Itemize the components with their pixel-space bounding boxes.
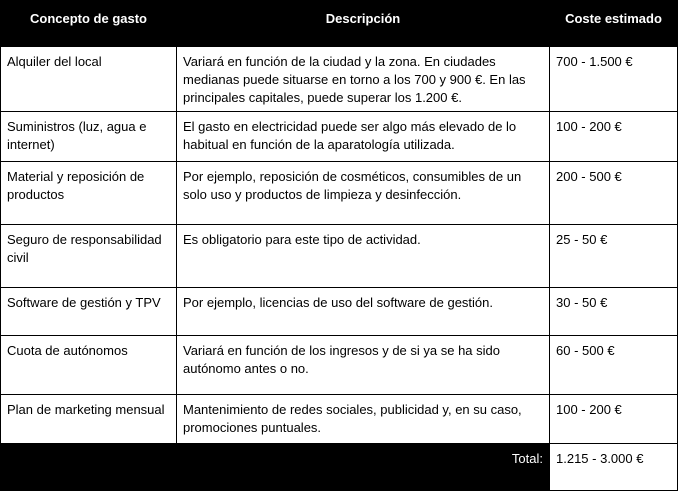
total-row [1, 444, 678, 491]
cell-concept: Suministros (luz, agua e internet) [1, 112, 177, 162]
cell-cost: 25 - 50 € [550, 225, 678, 288]
cell-concept: Plan de marketing mensual [1, 395, 177, 444]
cell-description: Variará en función de los ingresos y de si ya se ha sido autónomo antes o no. [177, 336, 550, 395]
table-row [1, 288, 678, 336]
header-row [1, 1, 678, 47]
table-row [1, 47, 678, 112]
cell-description: Mantenimiento de redes sociales, publicidad y, en su caso, promociones puntuales. [177, 395, 550, 444]
cell-concept: Software de gestión y TPV [1, 288, 177, 336]
cell-cost: 60 - 500 € [550, 336, 678, 395]
cell-concept: Material y reposición de productos [1, 162, 177, 225]
cell-description: El gasto en electricidad puede ser algo más elevado de lo habitual en función de la aparatología utilizada. [177, 112, 550, 162]
cell-cost: 200 - 500 € [550, 162, 678, 225]
header-concept: Concepto de gasto [1, 1, 177, 47]
cell-cost: 100 - 200 € [550, 395, 678, 444]
cell-concept: Seguro de responsabilidad civil [1, 225, 177, 288]
cell-cost: 100 - 200 € [550, 112, 678, 162]
table-footer [1, 444, 678, 491]
table-header [1, 1, 678, 47]
table-row [1, 112, 678, 162]
cell-description: Es obligatorio para este tipo de actividad. [177, 225, 550, 288]
cell-description: Por ejemplo, reposición de cosméticos, consumibles de un solo uso y productos de limpieza y desinfección. [177, 162, 550, 225]
cell-description: Por ejemplo, licencias de uso del software de gestión. [177, 288, 550, 336]
cell-concept: Alquiler del local [1, 47, 177, 112]
table-row [1, 225, 678, 288]
header-cost: Coste estimado [550, 1, 678, 47]
table-row [1, 162, 678, 225]
table-row [1, 336, 678, 395]
total-value: 1.215 - 3.000 € [550, 444, 678, 491]
cell-cost: 700 - 1.500 € [550, 47, 678, 112]
cell-concept: Cuota de autónomos [1, 336, 177, 395]
table-body [1, 47, 678, 444]
cell-cost: 30 - 50 € [550, 288, 678, 336]
table-row [1, 395, 678, 444]
total-label: Total: [1, 444, 550, 491]
cell-description: Variará en función de la ciudad y la zona. En ciudades medianas puede situarse en torno a los 700 y 900 €. En las principales capitales, puede superar los 1.200 €. [177, 47, 550, 112]
header-description: Descripción [177, 1, 550, 47]
